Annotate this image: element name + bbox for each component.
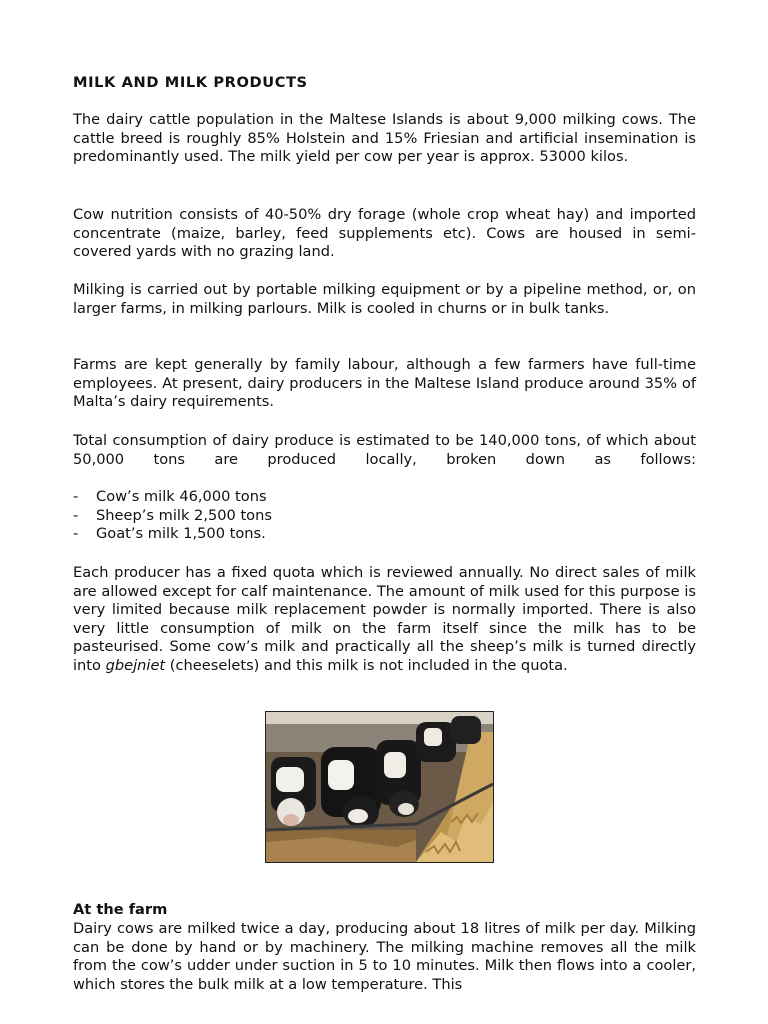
list-item-sheeps-milk: - Sheep’s milk 2,500 tons: [73, 507, 696, 526]
paragraph-at-the-farm: Dairy cows are milked twice a day, producing about 18 litres of milk per day. Milking can be done by hand or by machinery. The milking machine removes all the milk from the cow’s udder under suction in 5 to 10 minutes. Milk then flows into a cooler, which stores the bulk milk at a low temperature. This: [73, 920, 696, 993]
dairy-cows-illustration: [266, 712, 493, 862]
paragraph-farm-labour: Farms are kept generally by family labour, although a few farmers have full-time employees. At present, dairy producers in the Maltese Island produce around 35% of Malta’s dairy requirements.: [73, 356, 696, 411]
quota-text-before: Each producer has a fixed quota which is reviewed annually. No direct sales of milk are allowed except for calf maintenance. The amount of milk used for this purpose is very limited because milk replacement powder is normally imported. There is also very little consumption of milk on the farm itself since the milk has to be pasteurised. Some cow’s milk and practically all the sheep’s milk is turned directly into: [73, 564, 696, 674]
section-heading-at-the-farm: At the farm: [73, 901, 168, 918]
paragraph-cow-nutrition: Cow nutrition consists of 40-50% dry forage (whole crop wheat hay) and imported concentrate (maize, barley, feed supplements etc). Cows are housed in semi-covered yards with no grazing land.: [73, 206, 696, 261]
list-item-cows-milk: - Cow’s milk 46,000 tons: [73, 488, 696, 507]
paragraph-total-consumption: Total consumption of dairy produce is estimated to be 140,000 tons, of which about 50,000 tons are produced locally, broken down as follows:: [73, 432, 696, 468]
dairy-cows-photo: [265, 711, 494, 863]
quota-text-after: (cheeselets) and this milk is not included in the quota.: [165, 656, 568, 674]
breakdown-list: [73, 488, 696, 544]
quota-text-italic-term: gbejniet: [105, 656, 166, 674]
paragraph-quota: [73, 564, 696, 676]
document-title: MILK AND MILK PRODUCTS: [73, 74, 308, 91]
list-item-goats-milk: - Goat’s milk 1,500 tons.: [73, 525, 696, 544]
paragraph-milking-methods: Milking is carried out by portable milking equipment or by a pipeline method, or, on larger farms, in milking parlours. Milk is cooled in churns or in bulk tanks.: [73, 281, 696, 317]
paragraph-cattle-population: The dairy cattle population in the Maltese Islands is about 9,000 milking cows. The cattle breed is roughly 85% Holstein and 15% Friesian and artificial insemination is predominantly used. The milk yield per cow per year is approx. 53000 kilos.: [73, 111, 696, 166]
